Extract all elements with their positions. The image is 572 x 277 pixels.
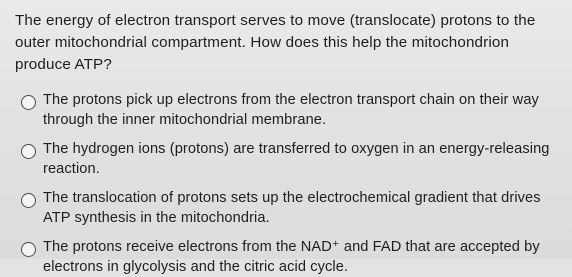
radio-button-icon[interactable] <box>21 144 36 159</box>
radio-button-icon[interactable] <box>21 193 36 208</box>
answer-option-text: The translocation of protons sets up the electrochemical gradient that drives ATP synthesis in the mitochondria. <box>43 190 541 226</box>
radio-button-icon[interactable] <box>21 242 36 257</box>
answer-option-text: The hydrogen ions (protons) are transferred to oxygen in an energy-releasing reaction. <box>43 141 550 177</box>
answer-option-d[interactable] <box>15 237 558 277</box>
radio-button-icon[interactable] <box>21 95 36 110</box>
answer-option-text: The protons pick up electrons from the electron transport chain on their way through the inner mitochondrial membrane. <box>43 92 539 128</box>
answer-option-a[interactable] <box>15 90 558 130</box>
question-text: The energy of electron transport serves to move (translocate) protons to the outer mitochondrial compartment. How does this help the mitochondrion produce ATP? <box>15 12 536 73</box>
answer-option-text: The protons receive electrons from the NAD⁺ and FAD that are accepted by electrons in glycolysis and the citric acid cycle. <box>43 239 540 275</box>
answer-option-c[interactable] <box>15 188 558 228</box>
answer-options <box>15 90 560 277</box>
answer-option-b[interactable] <box>15 139 558 179</box>
